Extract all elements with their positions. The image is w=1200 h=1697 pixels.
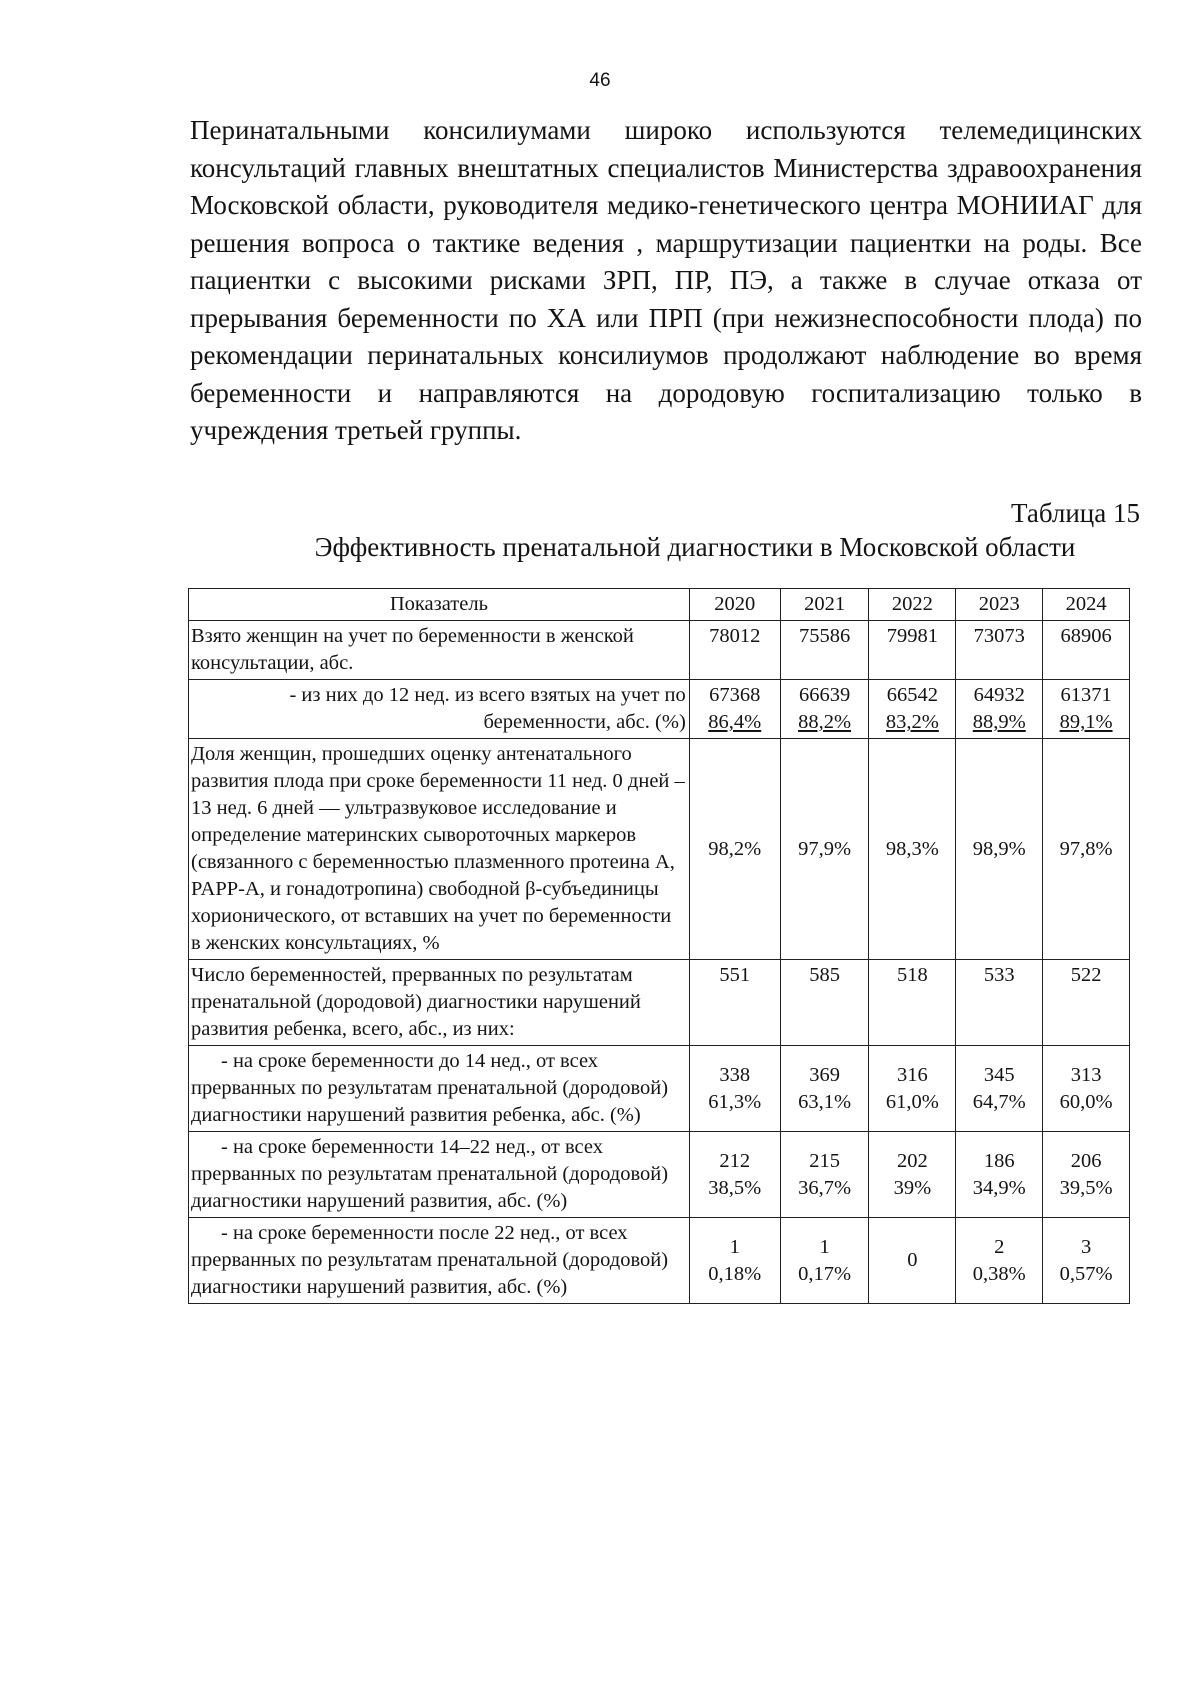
- value-abs: 66639: [798, 684, 851, 706]
- value-cell: 97,9%: [780, 739, 869, 960]
- indicator-cell: - из них до 12 нед. из всего взятых на учет по беременности, абс. (%): [189, 680, 690, 739]
- table-row: [189, 739, 1130, 960]
- value-percent: 0,57%: [1059, 1262, 1113, 1285]
- table-row: [189, 1046, 1130, 1132]
- value-cell: [956, 1132, 1043, 1218]
- value-cell: [1043, 1218, 1130, 1304]
- value-cell: [869, 1132, 956, 1218]
- header-year: 2021: [780, 589, 869, 621]
- value-percent: 34,9%: [972, 1176, 1026, 1199]
- value-abs: 1: [729, 1235, 740, 1258]
- value-abs: 67368: [709, 684, 761, 706]
- value-cell: 68906: [1043, 621, 1130, 680]
- value-cell: [1043, 1046, 1130, 1132]
- value-cell: [869, 1046, 956, 1132]
- table-row: [189, 960, 1130, 1046]
- prenatal-diagnostics-table: [188, 588, 1130, 1304]
- value-abs: 202: [897, 1149, 928, 1172]
- value-percent: 0,17%: [798, 1262, 852, 1285]
- value-percent: 0,38%: [972, 1262, 1026, 1285]
- value-cell: 98,9%: [956, 739, 1043, 960]
- value-abs: 186: [983, 1149, 1015, 1172]
- value-cell: 518: [869, 960, 956, 1046]
- value-cell: [780, 1132, 869, 1218]
- value-abs: 212: [719, 1149, 751, 1172]
- value-cell: [956, 680, 1043, 739]
- value-abs: 64932: [973, 684, 1025, 706]
- page-number: 46: [589, 70, 611, 91]
- value-cell: [780, 1046, 869, 1132]
- value-cell: 98,3%: [869, 739, 956, 960]
- table-header-row: [189, 589, 1130, 621]
- value-percent: 64,7%: [972, 1090, 1026, 1113]
- value-cell: [689, 1046, 780, 1132]
- value-abs: 2: [994, 1235, 1005, 1258]
- value-percent: 61,3%: [708, 1090, 762, 1113]
- value-abs: 206: [1070, 1149, 1102, 1172]
- value-abs: 338: [719, 1063, 751, 1086]
- value-cell: 533: [956, 960, 1043, 1046]
- value-cell: [689, 680, 780, 739]
- value-cell: 551: [689, 960, 780, 1046]
- indicator-cell: Доля женщин, прошедших оценку антенатального развития плода при сроке беременности 11 нед. 0 дней – 13 нед. 6 дней — ультразвуковое исследование и определение материнских сывороточных маркеров (связанного с беременностью плазменного протеина А, PAPP-A, и гонадотропина) свободной β-субъединицы хорионического, от вставших на учет по беременности в женских консультациях, %: [189, 739, 690, 960]
- header-year: 2022: [869, 589, 956, 621]
- value-abs: 0: [907, 1249, 918, 1271]
- value-percent: 83,2%: [885, 711, 939, 733]
- value-cell: [869, 680, 956, 739]
- value-percent: 86,4%: [708, 711, 762, 733]
- value-abs: 215: [809, 1149, 840, 1172]
- value-cell: 522: [1043, 960, 1130, 1046]
- value-cell: 97,8%: [1043, 739, 1130, 960]
- value-abs: 316: [897, 1063, 928, 1086]
- value-abs: 66542: [886, 684, 939, 706]
- header-year: 2024: [1043, 589, 1130, 621]
- indicator-cell: Число беременностей, прерванных по результатам пренатальной (дородовой) диагностики нарушений развития ребенка, всего, абс., из них:: [189, 960, 690, 1046]
- body-paragraph: Перинатальными консилиумами широко используются телемедицинских консультаций главных внештатных специалистов Министерства здравоохранения Московской области, руководителя медико-генетического центра МОНИИАГ для решения вопроса о тактике ведения , маршрутизации пациентки на роды. Все пациентки с высокими рисками ЗРП, ПР, ПЭ, а также в случае отказа от прерывания беременности по ХА или ПРП (при нежизнеспособности плода) по рекомендации перинатальных консилиумов продолжают наблюдение во время беременности и направляются на дородовую госпитализацию только в учреждения третьей группы.: [190, 115, 1142, 445]
- value-cell: 78012: [689, 621, 780, 680]
- value-cell: [780, 680, 869, 739]
- value-percent: 60,0%: [1059, 1090, 1113, 1113]
- value-abs: 313: [1070, 1063, 1102, 1086]
- value-percent: 36,7%: [798, 1176, 852, 1199]
- header-year: 2023: [956, 589, 1043, 621]
- value-abs: 3: [1080, 1235, 1092, 1258]
- value-cell: [956, 1218, 1043, 1304]
- value-abs: 369: [809, 1063, 840, 1086]
- value-percent: 89,1%: [1059, 711, 1113, 733]
- value-cell: [780, 1218, 869, 1304]
- value-cell: 98,2%: [689, 739, 780, 960]
- table-title: Эффективность пренатальной диагностики в Московской области: [314, 532, 1076, 562]
- value-cell: 79981: [869, 621, 956, 680]
- table-row: [189, 1132, 1130, 1218]
- value-percent: 39,5%: [1059, 1176, 1113, 1199]
- table-label: Таблица 15: [1011, 498, 1140, 528]
- table-row: [189, 1218, 1130, 1304]
- value-cell: [689, 1218, 780, 1304]
- value-cell: 73073: [956, 621, 1043, 680]
- value-abs: 1: [819, 1235, 830, 1258]
- value-percent: 88,9%: [972, 711, 1026, 733]
- value-cell: [956, 1046, 1043, 1132]
- table-caption: [190, 496, 1140, 564]
- value-cell: [869, 1218, 956, 1304]
- value-cell: [689, 1132, 780, 1218]
- value-cell: 585: [780, 960, 869, 1046]
- value-cell: 75586: [780, 621, 869, 680]
- indicator-cell: - на сроке беременности после 22 нед., от всех прерванных по результатам пренатальной (дородовой) диагностики нарушений развития, абс. (%): [189, 1218, 690, 1304]
- table-row: [189, 621, 1130, 680]
- value-percent: 39%: [893, 1176, 932, 1199]
- indicator-cell: - на сроке беременности 14–22 нед., от всех прерванных по результатам пренатальной (дородовой) диагностики нарушений развития, абс. (%): [189, 1132, 690, 1218]
- value-percent: 0,18%: [708, 1262, 762, 1285]
- header-indicator: Показатель: [189, 589, 690, 621]
- value-cell: [1043, 680, 1130, 739]
- value-abs: 61371: [1060, 684, 1112, 706]
- value-cell: [1043, 1132, 1130, 1218]
- value-abs: 345: [983, 1063, 1015, 1086]
- value-percent: 88,2%: [798, 711, 852, 733]
- value-percent: 38,5%: [708, 1176, 762, 1199]
- indicator-cell: - на сроке беременности до 14 нед., от всех прерванных по результатам пренатальной (дородовой) диагностики нарушений развития ребенка, абс. (%): [189, 1046, 690, 1132]
- indicator-cell: Взято женщин на учет по беременности в женской консультации, абс.: [189, 621, 690, 680]
- value-percent: 63,1%: [798, 1090, 852, 1113]
- header-year: 2020: [689, 589, 780, 621]
- value-percent: 61,0%: [885, 1090, 939, 1113]
- table-row: [189, 680, 1130, 739]
